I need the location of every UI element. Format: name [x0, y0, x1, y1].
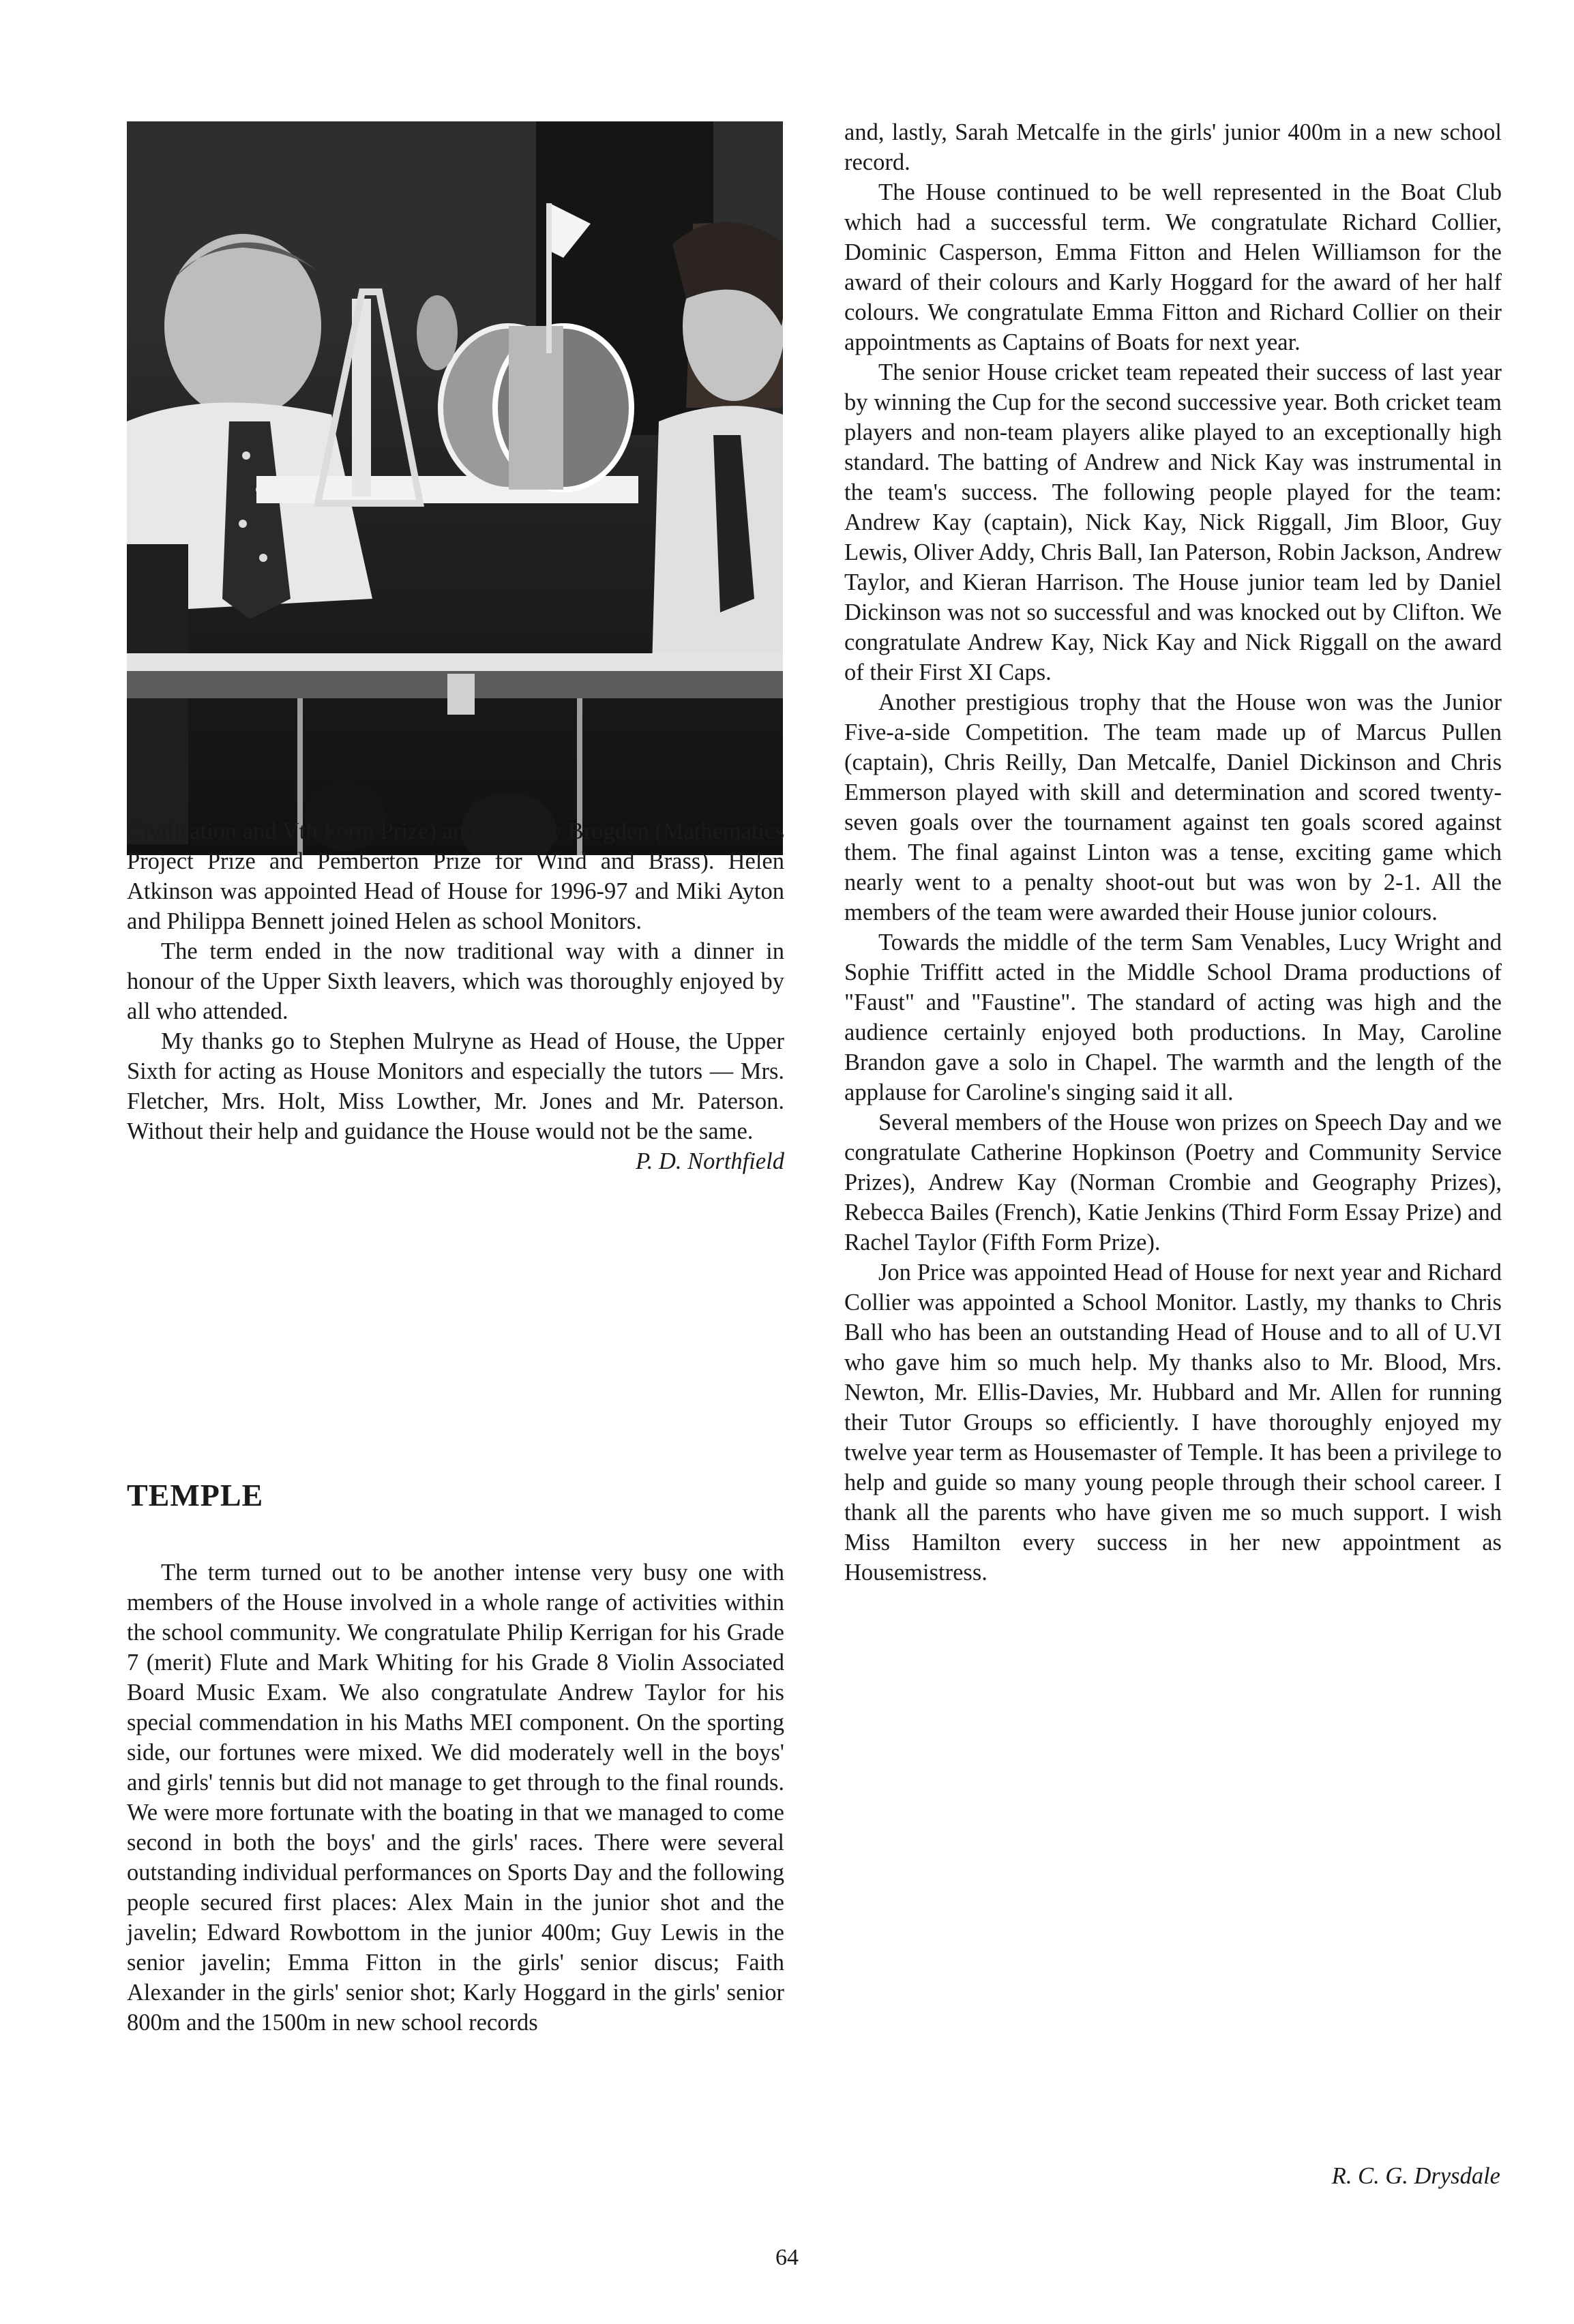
article-photo: [127, 121, 783, 855]
paragraph: Civilisation and Vth Form Prize) and Timothy Brogden (Mathematics Project Prize and Pemberton Prize for Wind and Brass). Helen Atkinson was appointed Head of House for 1996-97 and Miki Ayton and Philippa Bennett joined Helen as school Monitors.: [127, 818, 784, 934]
paragraph: Towards the middle of the term Sam Venables, Lucy Wright and Sophie Triffitt acted in the Middle School Drama productions of "Faust" and "Faustine". The standard of acting was high and the audience certainly enjoyed both productions. In May, Caroline Brandon gave a solo in Chapel. The warmth and the length of the applause for Caroline's singing said it all.: [844, 929, 1502, 1105]
paragraph: Another prestigious trophy that the House won was the Junior Five-a-side Competition. The team made up of Marcus Pullen (captain), Chris Reilly, Dan Metcalfe, Daniel Dickinson and Chris Emmerson played with skill and determination and scored twenty-seven goals over the tournament against ten goals scored against them. The final against Linton was a tense, exciting game which nearly went to a penalty shoot-out but was won by 2-1. All the members of the team were awarded their House junior colours.: [844, 689, 1502, 925]
right-column: [844, 117, 1502, 1588]
left-top-text: [127, 816, 784, 1176]
author-signature-right: R. C. G. Drysdale: [1331, 2163, 1500, 2189]
paragraph: The term turned out to be another intense very busy one with members of the House involved in a whole range of activities within the school community. We congratulate Philip Kerrigan for his Grade 7 (merit) Flute and Mark Whiting for his Grade 8 Violin Associated Board Music Exam. We also congratulate Andrew Taylor for his special commendation in his Maths MEI component. On the sporting side, our fortunes were mixed. We did moderately well in the boys' and girls' tennis but did not manage to get through to the final rounds. We were more fortunate with the boating in that we managed to come second in both the boys' and the girls' races. There were several outstanding individual performances on Sports Day and the following people secured first places: Alex Main in the junior shot and the javelin; Edward Rowbottom in the junior 400m; Guy Lewis in the senior javelin; Emma Fitton in the girls' senior discus; Faith Alexander in the girls' senior shot; Karly Hoggard in the girls' senior 800m and the 1500m in new school records: [127, 1560, 784, 2036]
section-heading: TEMPLE: [127, 1478, 264, 1513]
paragraph: Jon Price was appointed Head of House for next year and Richard Collier was appointed a School Monitor. Lastly, my thanks to Chris Ball who has been an outstanding Head of House and to all of U.VI who gave him so much help. My thanks also to Mr. Blood, Mrs. Newton, Mr. Ellis-Davies, Mr. Hubbard and Mr. Allen for running their Tutor Groups so efficiently. I have thoroughly enjoyed my twelve year term as Housemaster of Temple. It has been a privilege to help and guide so many young people through their school career. I thank all the parents who have given me so much support. I wish Miss Hamilton every success in her new appointment as Housemistress.: [844, 1260, 1502, 1585]
author-signature: P. D. Northfield: [636, 1148, 784, 1174]
paragraph: Several members of the House won prizes on Speech Day and we congratulate Catherine Hopkinson (Poetry and Community Service Prizes), Andrew Kay (Norman Crombie and Geography Prizes), Rebecca Bailes (French), Katie Jenkins (Third Form Essay Prize) and Rachel Taylor (Fifth Form Prize).: [844, 1109, 1502, 1255]
paragraph: My thanks go to Stephen Mulryne as Head of House, the Upper Sixth for acting as House Monitors and especially the tutors — Mrs. Fletcher, Mrs. Holt, Miss Lowther, Mr. Jones and Mr. Paterson. Without their help and guidance the House would not be the same.: [127, 1028, 784, 1144]
page-number: 64: [775, 2245, 799, 2270]
left-bottom-text: [127, 1558, 784, 2038]
paragraph: The senior House cricket team repeated their success of last year by winning the Cup for the second successive year. Both cricket team players and non-team players alike played to an exceptionally high standard. The batting of Andrew and Nick Kay was instrumental in the team's success. The following people played for the team: Andrew Kay (captain), Nick Kay, Nick Riggall, Jim Bloor, Guy Lewis, Oliver Addy, Chris Ball, Ian Paterson, Robin Jackson, Andrew Taylor, and Kieran Harrison. The House junior team led by Daniel Dickinson was not so successful and was knocked out by Clifton. We congratulate Andrew Kay, Nick Kay and Nick Riggall on the award of their First XI Caps.: [844, 359, 1502, 685]
paragraph: and, lastly, Sarah Metcalfe in the girls' junior 400m in a new school record.: [844, 119, 1502, 175]
paragraph: The House continued to be well represented in the Boat Club which had a successful term. We congratulate Richard Collier, Dominic Casperson, Emma Fitton and Helen Williamson for the award of their colours and Karly Hoggard for the award of her half colours. We congratulate Emma Fitton and Richard Collier on their appointments as Captains of Boats for next year.: [844, 179, 1502, 355]
paragraph: The term ended in the now traditional way with a dinner in honour of the Upper Sixth leavers, which was thoroughly enjoyed by all who attended.: [127, 938, 784, 1024]
